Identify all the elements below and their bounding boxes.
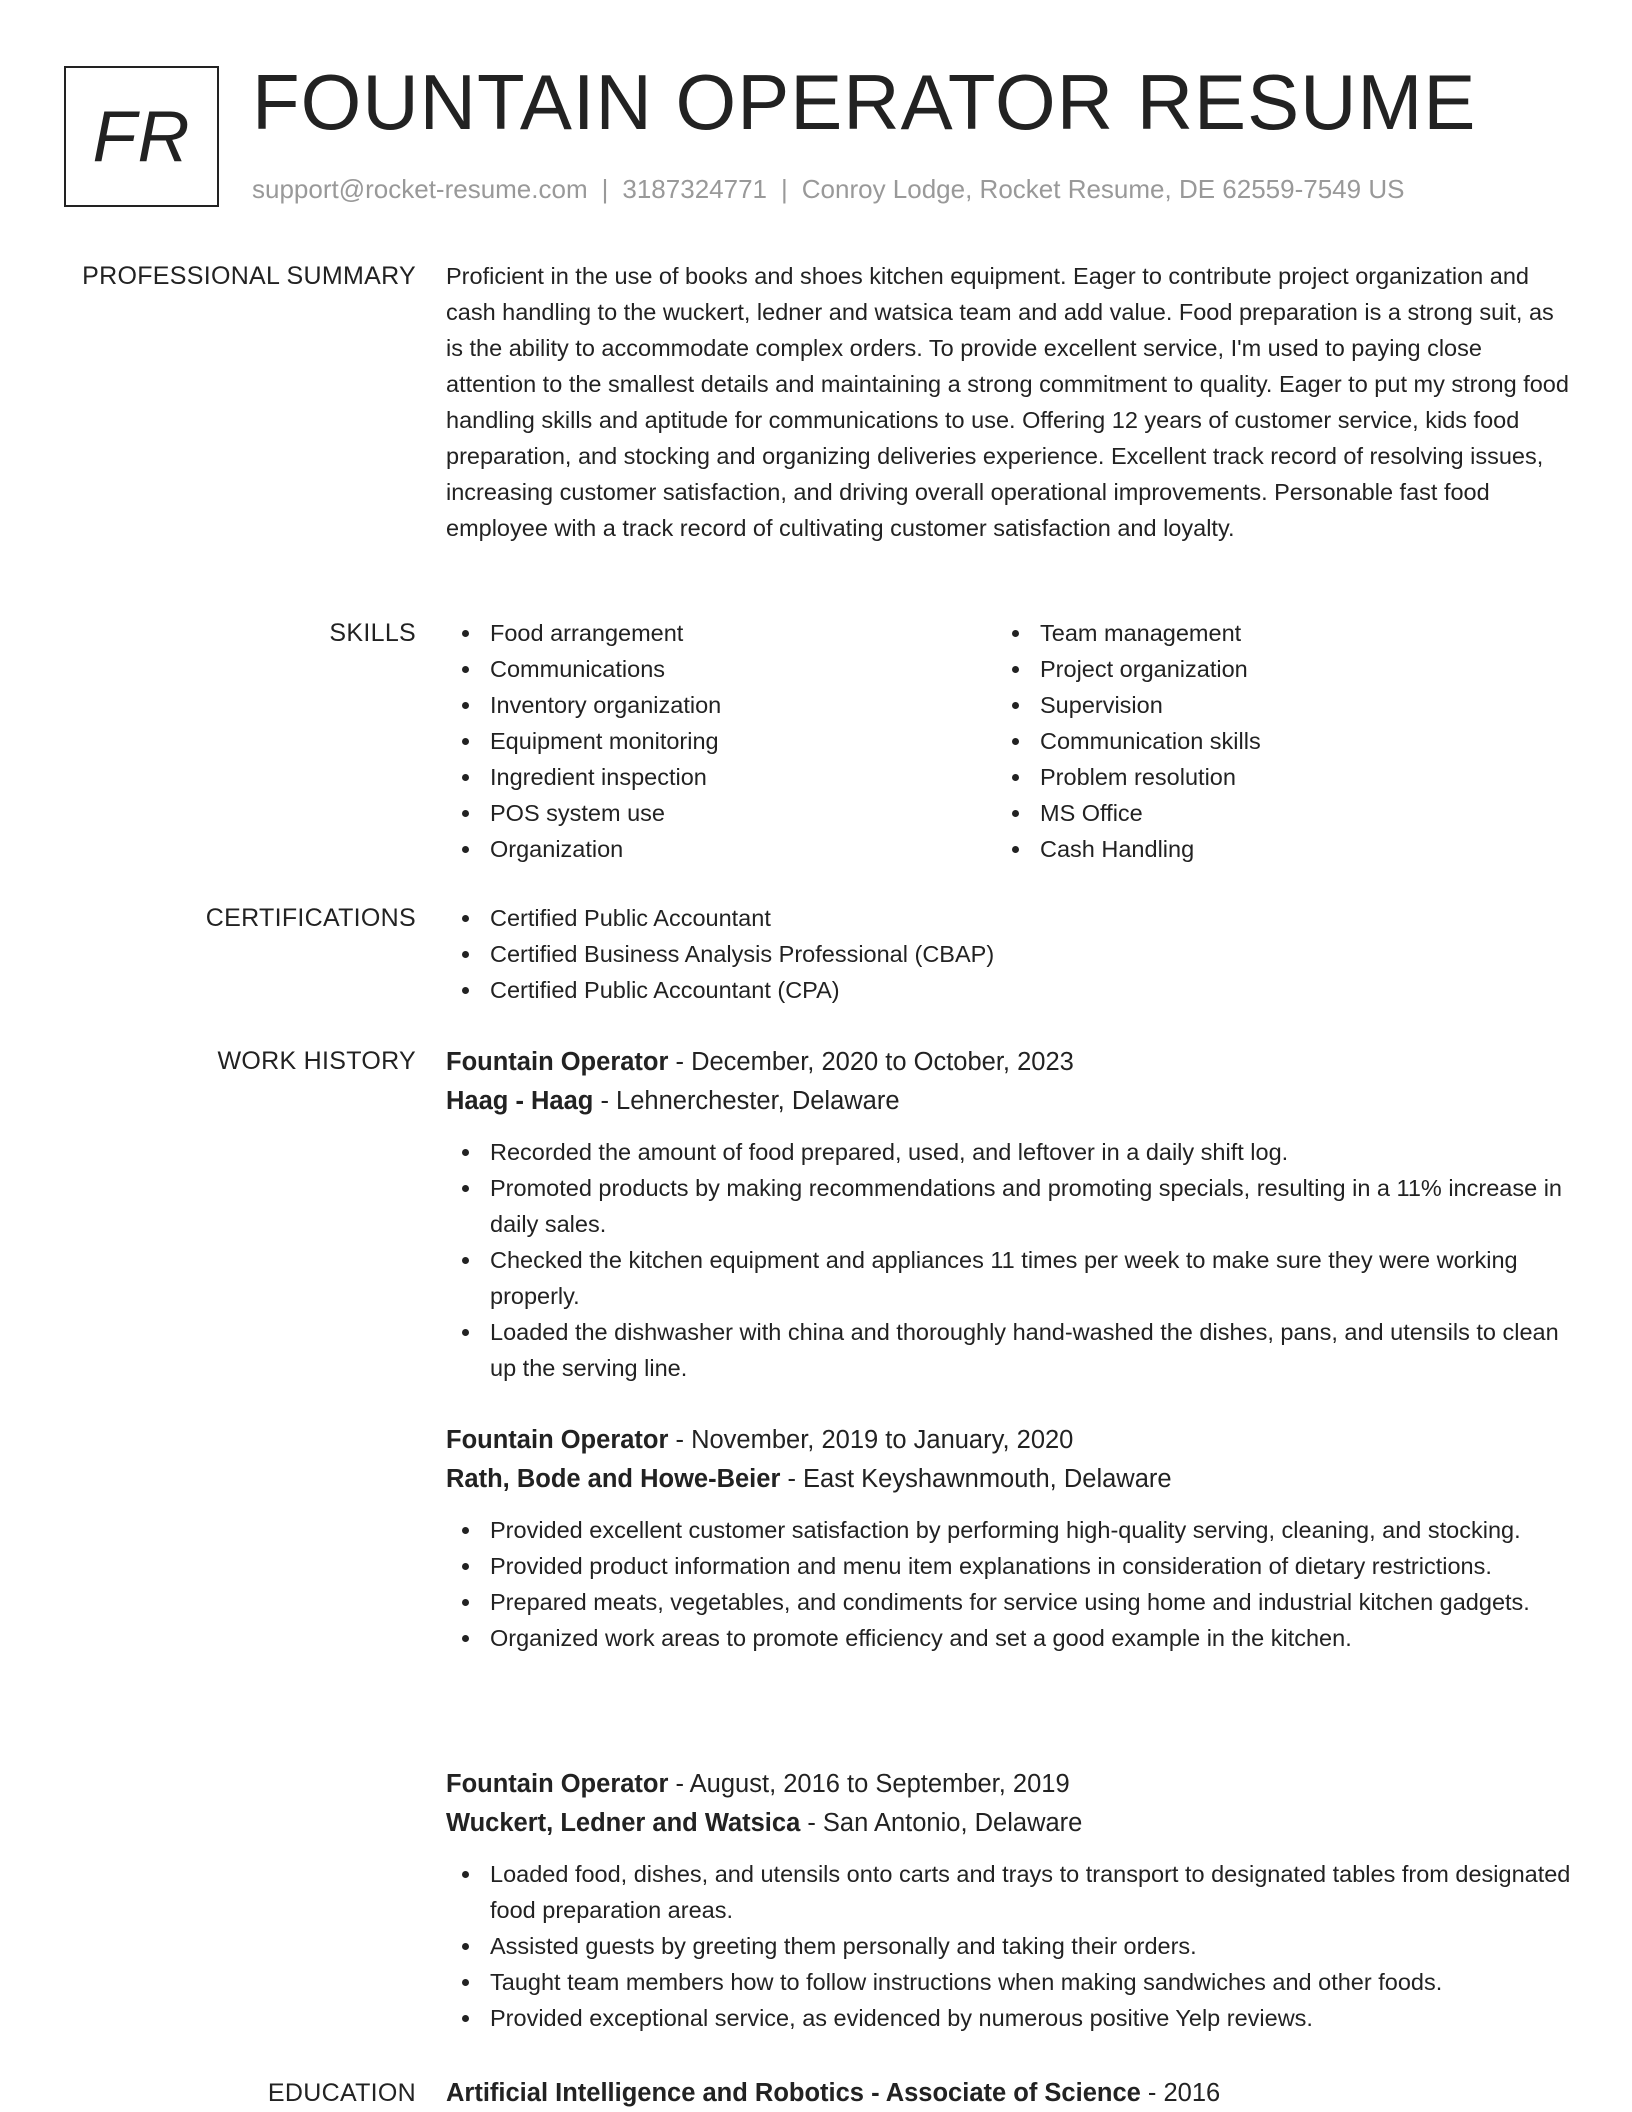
job-location: - San Antonio, Delaware (800, 1809, 1083, 1837)
section-label: EDUCATION (267, 2079, 416, 2107)
skills-list-left (446, 615, 996, 867)
job-title-line (446, 1043, 1571, 1082)
skill-item: Supervision (996, 687, 1546, 723)
job-dates: - November, 2019 to January, 2020 (668, 1426, 1074, 1454)
job-employer: Wuckert, Ledner and Watsica (446, 1809, 801, 1837)
certifications-list (446, 900, 1571, 1008)
job-title: Fountain Operator (446, 1426, 669, 1454)
job-location: - East Keyshawnmouth, Delaware (780, 1465, 1172, 1493)
skill-item: Communication skills (996, 723, 1546, 759)
contact-separator: | (601, 174, 609, 204)
job-duty: Checked the kitchen equipment and appliances 11 times per week to make sure they were working properly. (446, 1242, 1571, 1314)
job-duty: Taught team members how to follow instructions when making sandwiches and other foods. (446, 1964, 1571, 2000)
skill-item: Equipment monitoring (446, 723, 996, 759)
contact-separator: | (781, 174, 788, 204)
job-title: Fountain Operator (446, 1048, 669, 1076)
contact-phone: 3187324771 (622, 174, 767, 204)
job-title: Fountain Operator (446, 1770, 669, 1798)
contact-line (252, 174, 1404, 205)
certification-item: Certified Public Accountant (446, 900, 1571, 936)
job-duty: Promoted products by making recommendations and promoting specials, resulting in a 11% increase in daily sales. (446, 1170, 1571, 1242)
job-entry (446, 1043, 1571, 1386)
job-employer-line (446, 1082, 1571, 1121)
job-duty: Provided excellent customer satisfaction by performing high-quality serving, cleaning, and stocking. (446, 1512, 1571, 1548)
job-duty: Provided product information and menu item explanations in consideration of dietary restrictions. (446, 1548, 1571, 1584)
job-duties (446, 1134, 1571, 1386)
job-title-line (446, 1421, 1571, 1460)
skill-item: POS system use (446, 795, 996, 831)
education-year: - 2016 (1140, 2079, 1221, 2107)
section-label: PROFESSIONAL SUMMARY (82, 262, 416, 290)
job-duty: Assisted guests by greeting them personally and taking their orders. (446, 1928, 1571, 1964)
job-employer-line (446, 1460, 1571, 1499)
summary-text: Proficient in the use of books and shoes kitchen equipment. Eager to contribute project organization and cash handling to the wuckert, ledner and watsica team and add value. Food preparation is a strong suit, as is the ability to accommodate complex orders. To provide excellent service, I'm used to paying close attention to the smallest details and maintaining a strong commitment to quality. Eager to put my strong food handling skills and aptitude for communications to use. Offering 12 years of customer service, kids food preparation, and stocking and organizing deliveries experience. Excellent track record of resolving issues, increasing customer satisfaction, and driving overall operational improvements. Personable fast food employee with a track record of cultivating customer satisfaction and loyalty. (446, 263, 1569, 541)
job-duty: Provided exceptional service, as evidenced by numerous positive Yelp reviews. (446, 2000, 1571, 2036)
skill-item: Organization (446, 831, 996, 867)
skill-item: Inventory organization (446, 687, 996, 723)
skill-item: Communications (446, 651, 996, 687)
job-duty: Loaded the dishwasher with china and thoroughly hand-washed the dishes, pans, and utensils to clean up the serving line. (446, 1314, 1571, 1386)
section-label: CERTIFICATIONS (205, 904, 416, 932)
section-label: SKILLS (329, 619, 416, 647)
skill-item: Ingredient inspection (446, 759, 996, 795)
certification-item: Certified Public Accountant (CPA) (446, 972, 1571, 1008)
skill-item: Problem resolution (996, 759, 1546, 795)
section-label: WORK HISTORY (217, 1047, 416, 1075)
job-employer-line (446, 1804, 1571, 1843)
skill-item: Food arrangement (446, 615, 996, 651)
skill-item: Team management (996, 615, 1546, 651)
job-duty: Organized work areas to promote efficiency and set a good example in the kitchen. (446, 1620, 1571, 1656)
job-duty: Prepared meats, vegetables, and condiments for service using home and industrial kitchen gadgets. (446, 1584, 1571, 1620)
job-dates: - August, 2016 to September, 2019 (668, 1770, 1070, 1798)
education-degree: Artificial Intelligence and Robotics - Associate of Science (446, 2079, 1141, 2107)
job-location: - Lehnerchester, Delaware (593, 1087, 900, 1115)
page-title: FOUNTAIN OPERATOR RESUME (252, 58, 1477, 146)
job-duty: Loaded food, dishes, and utensils onto carts and trays to transport to designated tables from designated food preparation areas. (446, 1856, 1571, 1928)
job-employer: Haag - Haag (446, 1087, 594, 1115)
job-duty: Recorded the amount of food prepared, used, and leftover in a daily shift log. (446, 1134, 1571, 1170)
skills-list-right (996, 615, 1546, 867)
job-duties (446, 1856, 1571, 2036)
certification-item: Certified Business Analysis Professional (CBAP) (446, 936, 1571, 972)
skill-item: Project organization (996, 651, 1546, 687)
contact-email: support@rocket-resume.com (252, 174, 588, 204)
job-title-line (446, 1765, 1571, 1804)
job-entry (446, 1421, 1571, 1656)
job-employer: Rath, Bode and Howe-Beier (446, 1465, 781, 1493)
contact-address: Conroy Lodge, Rocket Resume, DE 62559-7549 US (801, 174, 1405, 204)
job-entry (446, 1765, 1571, 2036)
monogram: FR (64, 66, 219, 207)
skill-item: Cash Handling (996, 831, 1546, 867)
skill-item: MS Office (996, 795, 1546, 831)
job-dates: - December, 2020 to October, 2023 (668, 1048, 1074, 1076)
job-duties (446, 1512, 1571, 1656)
education-line (446, 2075, 1571, 2111)
